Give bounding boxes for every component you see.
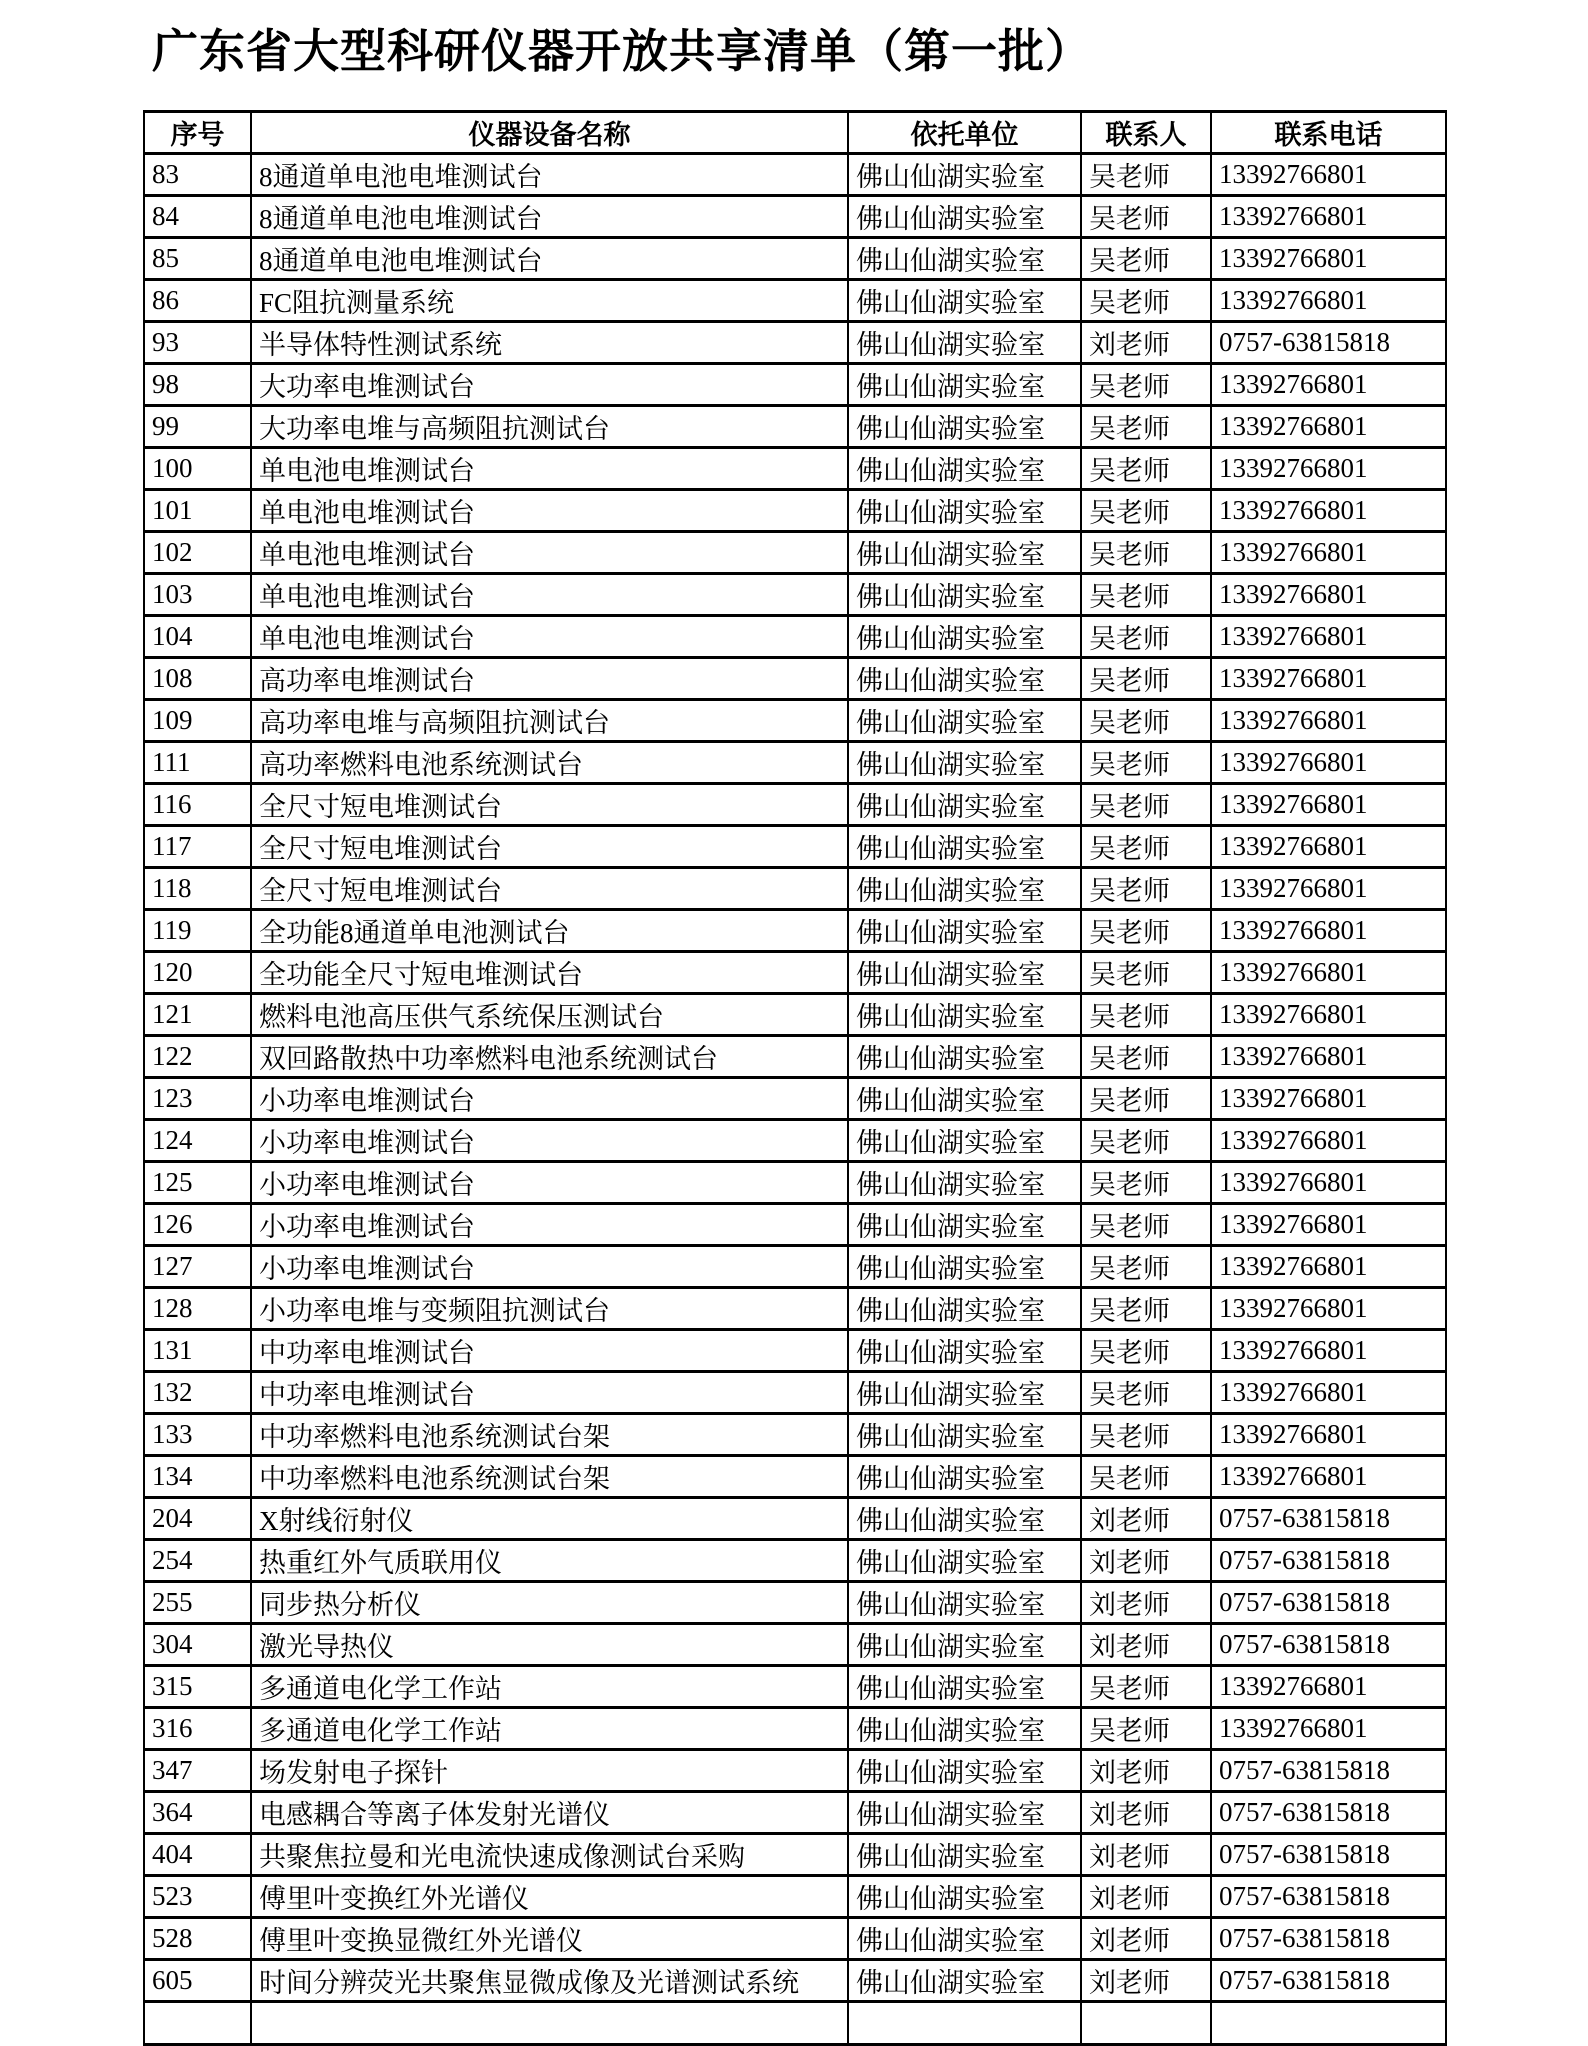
cell-organization: 佛山仙湖实验室 <box>848 700 1081 742</box>
column-header-serial: 序号 <box>144 112 251 154</box>
table-row <box>144 322 1446 364</box>
cell-contact-person: 吴老师 <box>1081 868 1211 910</box>
cell-serial: 316 <box>144 1708 251 1750</box>
cell-contact-phone: 0757-63815818 <box>1211 1918 1446 1960</box>
cell-instrument-name: 中功率燃料电池系统测试台架 <box>251 1456 848 1498</box>
cell-organization: 佛山仙湖实验室 <box>848 322 1081 364</box>
cell-serial: 364 <box>144 1792 251 1834</box>
table-row <box>144 1834 1446 1876</box>
cell-contact-phone: 0757-63815818 <box>1211 1960 1446 2002</box>
cell-organization: 佛山仙湖实验室 <box>848 154 1081 196</box>
cell-instrument-name: 小功率电堆测试台 <box>251 1162 848 1204</box>
cell-contact-phone: 13392766801 <box>1211 1078 1446 1120</box>
cell-contact-phone: 13392766801 <box>1211 826 1446 868</box>
cell-contact-phone: 13392766801 <box>1211 1414 1446 1456</box>
table-row <box>144 1246 1446 1288</box>
cell-instrument-name: 激光导热仪 <box>251 1624 848 1666</box>
cell-contact-phone: 0757-63815818 <box>1211 1876 1446 1918</box>
cell-contact-person: 刘老师 <box>1081 1918 1211 1960</box>
table-row <box>144 1792 1446 1834</box>
cell-contact-phone: 13392766801 <box>1211 952 1446 994</box>
cell-contact-person: 吴老师 <box>1081 490 1211 532</box>
cell-contact-person: 吴老师 <box>1081 406 1211 448</box>
cell-contact-person: 吴老师 <box>1081 1330 1211 1372</box>
cell-instrument-name: 高功率燃料电池系统测试台 <box>251 742 848 784</box>
table-row <box>144 742 1446 784</box>
column-header-contact-person: 联系人 <box>1081 112 1211 154</box>
table-row <box>144 1288 1446 1330</box>
cell-organization: 佛山仙湖实验室 <box>848 616 1081 658</box>
cell-instrument-name: 小功率电堆与变频阻抗测试台 <box>251 1288 848 1330</box>
cell-contact-person: 吴老师 <box>1081 448 1211 490</box>
column-header-organization: 依托单位 <box>848 112 1081 154</box>
cell-organization: 佛山仙湖实验室 <box>848 448 1081 490</box>
cell-serial: 116 <box>144 784 251 826</box>
cell-organization: 佛山仙湖实验室 <box>848 196 1081 238</box>
cell-contact-phone: 13392766801 <box>1211 1162 1446 1204</box>
cell-serial: 84 <box>144 196 251 238</box>
cell-serial: 134 <box>144 1456 251 1498</box>
table-row <box>144 826 1446 868</box>
table-row <box>144 532 1446 574</box>
cell-instrument-name: X射线衍射仪 <box>251 1498 848 1540</box>
cell-serial: 101 <box>144 490 251 532</box>
cell-serial: 605 <box>144 1960 251 2002</box>
table-row <box>144 406 1446 448</box>
cell-contact-phone: 0757-63815818 <box>1211 1792 1446 1834</box>
cell-empty <box>144 2002 251 2045</box>
cell-instrument-name: 大功率电堆测试台 <box>251 364 848 406</box>
cell-organization: 佛山仙湖实验室 <box>848 1960 1081 2002</box>
cell-contact-person: 吴老师 <box>1081 196 1211 238</box>
cell-serial: 128 <box>144 1288 251 1330</box>
cell-contact-person: 吴老师 <box>1081 1204 1211 1246</box>
cell-contact-phone: 13392766801 <box>1211 1288 1446 1330</box>
cell-organization: 佛山仙湖实验室 <box>848 1036 1081 1078</box>
table-row <box>144 1582 1446 1624</box>
cell-contact-phone: 13392766801 <box>1211 196 1446 238</box>
cell-instrument-name: 多通道电化学工作站 <box>251 1708 848 1750</box>
cell-contact-phone: 13392766801 <box>1211 910 1446 952</box>
cell-instrument-name: 多通道电化学工作站 <box>251 1666 848 1708</box>
cell-serial: 404 <box>144 1834 251 1876</box>
cell-contact-person: 吴老师 <box>1081 952 1211 994</box>
table-row <box>144 490 1446 532</box>
cell-organization: 佛山仙湖实验室 <box>848 574 1081 616</box>
cell-serial: 109 <box>144 700 251 742</box>
cell-contact-phone: 13392766801 <box>1211 1246 1446 1288</box>
cell-organization: 佛山仙湖实验室 <box>848 364 1081 406</box>
cell-serial: 523 <box>144 1876 251 1918</box>
table-row <box>144 196 1446 238</box>
cell-instrument-name: 单电池电堆测试台 <box>251 490 848 532</box>
cell-serial: 133 <box>144 1414 251 1456</box>
cell-serial: 100 <box>144 448 251 490</box>
cell-serial: 528 <box>144 1918 251 1960</box>
table-row <box>144 448 1446 490</box>
cell-organization: 佛山仙湖实验室 <box>848 1078 1081 1120</box>
cell-contact-phone: 13392766801 <box>1211 364 1446 406</box>
cell-contact-phone: 13392766801 <box>1211 1666 1446 1708</box>
cell-contact-phone: 13392766801 <box>1211 868 1446 910</box>
cell-contact-phone: 13392766801 <box>1211 1456 1446 1498</box>
cell-instrument-name: 双回路散热中功率燃料电池系统测试台 <box>251 1036 848 1078</box>
cell-contact-person: 吴老师 <box>1081 826 1211 868</box>
cell-organization: 佛山仙湖实验室 <box>848 994 1081 1036</box>
cell-organization: 佛山仙湖实验室 <box>848 1624 1081 1666</box>
cell-contact-person: 吴老师 <box>1081 1414 1211 1456</box>
table-row <box>144 1372 1446 1414</box>
cell-contact-phone: 0757-63815818 <box>1211 1834 1446 1876</box>
cell-serial: 122 <box>144 1036 251 1078</box>
cell-instrument-name: 小功率电堆测试台 <box>251 1246 848 1288</box>
cell-contact-phone: 13392766801 <box>1211 448 1446 490</box>
table-row <box>144 700 1446 742</box>
cell-instrument-name: 8通道单电池电堆测试台 <box>251 196 848 238</box>
cell-serial: 123 <box>144 1078 251 1120</box>
cell-contact-phone: 13392766801 <box>1211 994 1446 1036</box>
cell-instrument-name: 单电池电堆测试台 <box>251 574 848 616</box>
cell-serial: 103 <box>144 574 251 616</box>
cell-contact-person: 吴老师 <box>1081 154 1211 196</box>
cell-organization: 佛山仙湖实验室 <box>848 1204 1081 1246</box>
cell-contact-phone: 0757-63815818 <box>1211 1624 1446 1666</box>
cell-organization: 佛山仙湖实验室 <box>848 490 1081 532</box>
cell-serial: 93 <box>144 322 251 364</box>
cell-instrument-name: 单电池电堆测试台 <box>251 532 848 574</box>
cell-contact-phone: 13392766801 <box>1211 658 1446 700</box>
cell-instrument-name: 小功率电堆测试台 <box>251 1078 848 1120</box>
table-body <box>144 154 1446 2045</box>
cell-instrument-name: 燃料电池高压供气系统保压测试台 <box>251 994 848 1036</box>
cell-contact-person: 吴老师 <box>1081 1456 1211 1498</box>
cell-organization: 佛山仙湖实验室 <box>848 1834 1081 1876</box>
cell-contact-phone: 13392766801 <box>1211 574 1446 616</box>
table-row <box>144 1456 1446 1498</box>
cell-serial: 108 <box>144 658 251 700</box>
cell-organization: 佛山仙湖实验室 <box>848 1246 1081 1288</box>
table-row <box>144 910 1446 952</box>
cell-instrument-name: 全尺寸短电堆测试台 <box>251 784 848 826</box>
table-row <box>144 1204 1446 1246</box>
column-header-instrument-name: 仪器设备名称 <box>251 112 848 154</box>
cell-serial: 118 <box>144 868 251 910</box>
cell-organization: 佛山仙湖实验室 <box>848 238 1081 280</box>
cell-contact-phone: 13392766801 <box>1211 490 1446 532</box>
cell-contact-person: 刘老师 <box>1081 1876 1211 1918</box>
cell-serial: 99 <box>144 406 251 448</box>
cell-contact-phone: 13392766801 <box>1211 784 1446 826</box>
table-row <box>144 1918 1446 1960</box>
cell-instrument-name: 中功率燃料电池系统测试台架 <box>251 1414 848 1456</box>
table-row <box>144 1666 1446 1708</box>
cell-organization: 佛山仙湖实验室 <box>848 1330 1081 1372</box>
cell-organization: 佛山仙湖实验室 <box>848 1582 1081 1624</box>
cell-serial: 117 <box>144 826 251 868</box>
cell-serial: 255 <box>144 1582 251 1624</box>
table-row <box>144 1414 1446 1456</box>
cell-contact-person: 吴老师 <box>1081 574 1211 616</box>
cell-serial: 119 <box>144 910 251 952</box>
column-header-contact-phone: 联系电话 <box>1211 112 1446 154</box>
table-row <box>144 364 1446 406</box>
cell-organization: 佛山仙湖实验室 <box>848 1120 1081 1162</box>
cell-contact-phone: 13392766801 <box>1211 1372 1446 1414</box>
cell-contact-person: 吴老师 <box>1081 742 1211 784</box>
cell-contact-person: 刘老师 <box>1081 1582 1211 1624</box>
cell-organization: 佛山仙湖实验室 <box>848 1708 1081 1750</box>
cell-serial: 127 <box>144 1246 251 1288</box>
cell-organization: 佛山仙湖实验室 <box>848 952 1081 994</box>
cell-empty <box>1081 2002 1211 2045</box>
cell-contact-phone: 0757-63815818 <box>1211 1540 1446 1582</box>
cell-serial: 132 <box>144 1372 251 1414</box>
cell-contact-phone: 0757-63815818 <box>1211 1582 1446 1624</box>
cell-contact-person: 吴老师 <box>1081 700 1211 742</box>
cell-instrument-name: 全尺寸短电堆测试台 <box>251 826 848 868</box>
cell-serial: 120 <box>144 952 251 994</box>
cell-contact-person: 刘老师 <box>1081 1834 1211 1876</box>
cell-serial: 98 <box>144 364 251 406</box>
cell-organization: 佛山仙湖实验室 <box>848 406 1081 448</box>
cell-contact-person: 刘老师 <box>1081 1498 1211 1540</box>
table-row <box>144 1540 1446 1582</box>
cell-contact-person: 吴老师 <box>1081 994 1211 1036</box>
cell-organization: 佛山仙湖实验室 <box>848 1288 1081 1330</box>
cell-instrument-name: FC阻抗测量系统 <box>251 280 848 322</box>
cell-organization: 佛山仙湖实验室 <box>848 826 1081 868</box>
cell-contact-person: 吴老师 <box>1081 1036 1211 1078</box>
cell-instrument-name: 小功率电堆测试台 <box>251 1204 848 1246</box>
table-row <box>144 154 1446 196</box>
cell-organization: 佛山仙湖实验室 <box>848 742 1081 784</box>
cell-instrument-name: 8通道单电池电堆测试台 <box>251 238 848 280</box>
table-row <box>144 1624 1446 1666</box>
cell-contact-person: 吴老师 <box>1081 910 1211 952</box>
header-row <box>144 112 1446 154</box>
table-row <box>144 952 1446 994</box>
cell-contact-phone: 0757-63815818 <box>1211 1750 1446 1792</box>
cell-contact-phone: 13392766801 <box>1211 700 1446 742</box>
cell-serial: 315 <box>144 1666 251 1708</box>
cell-contact-person: 吴老师 <box>1081 532 1211 574</box>
cell-contact-phone: 13392766801 <box>1211 742 1446 784</box>
cell-organization: 佛山仙湖实验室 <box>848 1414 1081 1456</box>
table-row <box>144 616 1446 658</box>
cell-organization: 佛山仙湖实验室 <box>848 532 1081 574</box>
cell-instrument-name: 小功率电堆测试台 <box>251 1120 848 1162</box>
cell-contact-phone: 13392766801 <box>1211 616 1446 658</box>
cell-instrument-name: 共聚焦拉曼和光电流快速成像测试台采购 <box>251 1834 848 1876</box>
cell-instrument-name: 中功率电堆测试台 <box>251 1330 848 1372</box>
cell-organization: 佛山仙湖实验室 <box>848 1372 1081 1414</box>
cell-organization: 佛山仙湖实验室 <box>848 1498 1081 1540</box>
table-row <box>144 1120 1446 1162</box>
cell-instrument-name: 电感耦合等离子体发射光谱仪 <box>251 1792 848 1834</box>
cell-serial: 102 <box>144 532 251 574</box>
cell-instrument-name: 高功率电堆与高频阻抗测试台 <box>251 700 848 742</box>
cell-contact-person: 吴老师 <box>1081 784 1211 826</box>
cell-organization: 佛山仙湖实验室 <box>848 658 1081 700</box>
cell-instrument-name: 大功率电堆与高频阻抗测试台 <box>251 406 848 448</box>
table-row <box>144 1960 1446 2002</box>
cell-organization: 佛山仙湖实验室 <box>848 910 1081 952</box>
cell-serial: 124 <box>144 1120 251 1162</box>
cell-organization: 佛山仙湖实验室 <box>848 784 1081 826</box>
cell-instrument-name: 热重红外气质联用仪 <box>251 1540 848 1582</box>
cell-instrument-name: 傅里叶变换红外光谱仪 <box>251 1876 848 1918</box>
cell-contact-person: 刘老师 <box>1081 322 1211 364</box>
page-title: 广东省大型科研仪器开放共享清单（第一批） <box>152 26 1092 77</box>
cell-instrument-name: 场发射电子探针 <box>251 1750 848 1792</box>
cell-contact-phone: 13392766801 <box>1211 1708 1446 1750</box>
table-row <box>144 1330 1446 1372</box>
cell-organization: 佛山仙湖实验室 <box>848 1162 1081 1204</box>
table-row <box>144 1498 1446 1540</box>
cell-contact-phone: 13392766801 <box>1211 1120 1446 1162</box>
cell-serial: 131 <box>144 1330 251 1372</box>
cell-contact-person: 吴老师 <box>1081 1666 1211 1708</box>
table-row <box>144 1078 1446 1120</box>
cell-contact-phone: 0757-63815818 <box>1211 322 1446 364</box>
cell-instrument-name: 傅里叶变换显微红外光谱仪 <box>251 1918 848 1960</box>
cell-contact-person: 刘老师 <box>1081 1750 1211 1792</box>
cell-empty <box>848 2002 1081 2045</box>
cell-organization: 佛山仙湖实验室 <box>848 1792 1081 1834</box>
cell-organization: 佛山仙湖实验室 <box>848 868 1081 910</box>
cell-contact-person: 刘老师 <box>1081 1792 1211 1834</box>
cell-instrument-name: 高功率电堆测试台 <box>251 658 848 700</box>
cell-instrument-name: 单电池电堆测试台 <box>251 616 848 658</box>
table-row-partial <box>144 2002 1446 2045</box>
cell-contact-person: 吴老师 <box>1081 1288 1211 1330</box>
cell-contact-phone: 13392766801 <box>1211 406 1446 448</box>
cell-contact-person: 吴老师 <box>1081 616 1211 658</box>
table-row <box>144 574 1446 616</box>
cell-organization: 佛山仙湖实验室 <box>848 1540 1081 1582</box>
cell-contact-phone: 0757-63815818 <box>1211 1498 1446 1540</box>
table-row <box>144 658 1446 700</box>
table-row <box>144 994 1446 1036</box>
table-row <box>144 784 1446 826</box>
table-row <box>144 1750 1446 1792</box>
cell-contact-person: 吴老师 <box>1081 658 1211 700</box>
cell-instrument-name: 8通道单电池电堆测试台 <box>251 154 848 196</box>
cell-contact-person: 刘老师 <box>1081 1624 1211 1666</box>
cell-serial: 254 <box>144 1540 251 1582</box>
table-row <box>144 1876 1446 1918</box>
cell-serial: 104 <box>144 616 251 658</box>
cell-serial: 86 <box>144 280 251 322</box>
instruments-table <box>143 110 1447 2046</box>
cell-organization: 佛山仙湖实验室 <box>848 1876 1081 1918</box>
cell-contact-person: 刘老师 <box>1081 1540 1211 1582</box>
cell-contact-person: 吴老师 <box>1081 364 1211 406</box>
cell-contact-person: 吴老师 <box>1081 1078 1211 1120</box>
cell-organization: 佛山仙湖实验室 <box>848 1666 1081 1708</box>
cell-contact-person: 吴老师 <box>1081 1246 1211 1288</box>
table-row <box>144 1162 1446 1204</box>
cell-organization: 佛山仙湖实验室 <box>848 1918 1081 1960</box>
cell-serial: 126 <box>144 1204 251 1246</box>
cell-instrument-name: 时间分辨荧光共聚焦显微成像及光谱测试系统 <box>251 1960 848 2002</box>
cell-contact-phone: 13392766801 <box>1211 1036 1446 1078</box>
cell-organization: 佛山仙湖实验室 <box>848 1750 1081 1792</box>
cell-empty <box>1211 2002 1446 2045</box>
cell-serial: 204 <box>144 1498 251 1540</box>
cell-instrument-name: 全功能8通道单电池测试台 <box>251 910 848 952</box>
cell-contact-person: 吴老师 <box>1081 1372 1211 1414</box>
cell-contact-phone: 13392766801 <box>1211 154 1446 196</box>
table-row <box>144 1036 1446 1078</box>
cell-contact-phone: 13392766801 <box>1211 238 1446 280</box>
cell-serial: 347 <box>144 1750 251 1792</box>
table-row <box>144 868 1446 910</box>
cell-organization: 佛山仙湖实验室 <box>848 280 1081 322</box>
cell-instrument-name: 单电池电堆测试台 <box>251 448 848 490</box>
cell-contact-phone: 13392766801 <box>1211 1204 1446 1246</box>
cell-instrument-name: 全尺寸短电堆测试台 <box>251 868 848 910</box>
table-row <box>144 238 1446 280</box>
cell-serial: 85 <box>144 238 251 280</box>
cell-contact-person: 吴老师 <box>1081 1120 1211 1162</box>
cell-serial: 304 <box>144 1624 251 1666</box>
cell-contact-phone: 13392766801 <box>1211 1330 1446 1372</box>
cell-contact-person: 刘老师 <box>1081 1960 1211 2002</box>
cell-serial: 111 <box>144 742 251 784</box>
cell-organization: 佛山仙湖实验室 <box>848 1456 1081 1498</box>
cell-instrument-name: 同步热分析仪 <box>251 1582 848 1624</box>
cell-contact-person: 吴老师 <box>1081 1162 1211 1204</box>
cell-contact-phone: 13392766801 <box>1211 532 1446 574</box>
cell-contact-phone: 13392766801 <box>1211 280 1446 322</box>
cell-contact-person: 吴老师 <box>1081 280 1211 322</box>
cell-instrument-name: 半导体特性测试系统 <box>251 322 848 364</box>
cell-instrument-name: 中功率电堆测试台 <box>251 1372 848 1414</box>
cell-contact-person: 吴老师 <box>1081 1708 1211 1750</box>
cell-serial: 125 <box>144 1162 251 1204</box>
table-header <box>144 112 1446 154</box>
table-row <box>144 280 1446 322</box>
cell-instrument-name: 全功能全尺寸短电堆测试台 <box>251 952 848 994</box>
cell-contact-person: 吴老师 <box>1081 238 1211 280</box>
cell-serial: 83 <box>144 154 251 196</box>
cell-empty <box>251 2002 848 2045</box>
cell-serial: 121 <box>144 994 251 1036</box>
table-row <box>144 1708 1446 1750</box>
